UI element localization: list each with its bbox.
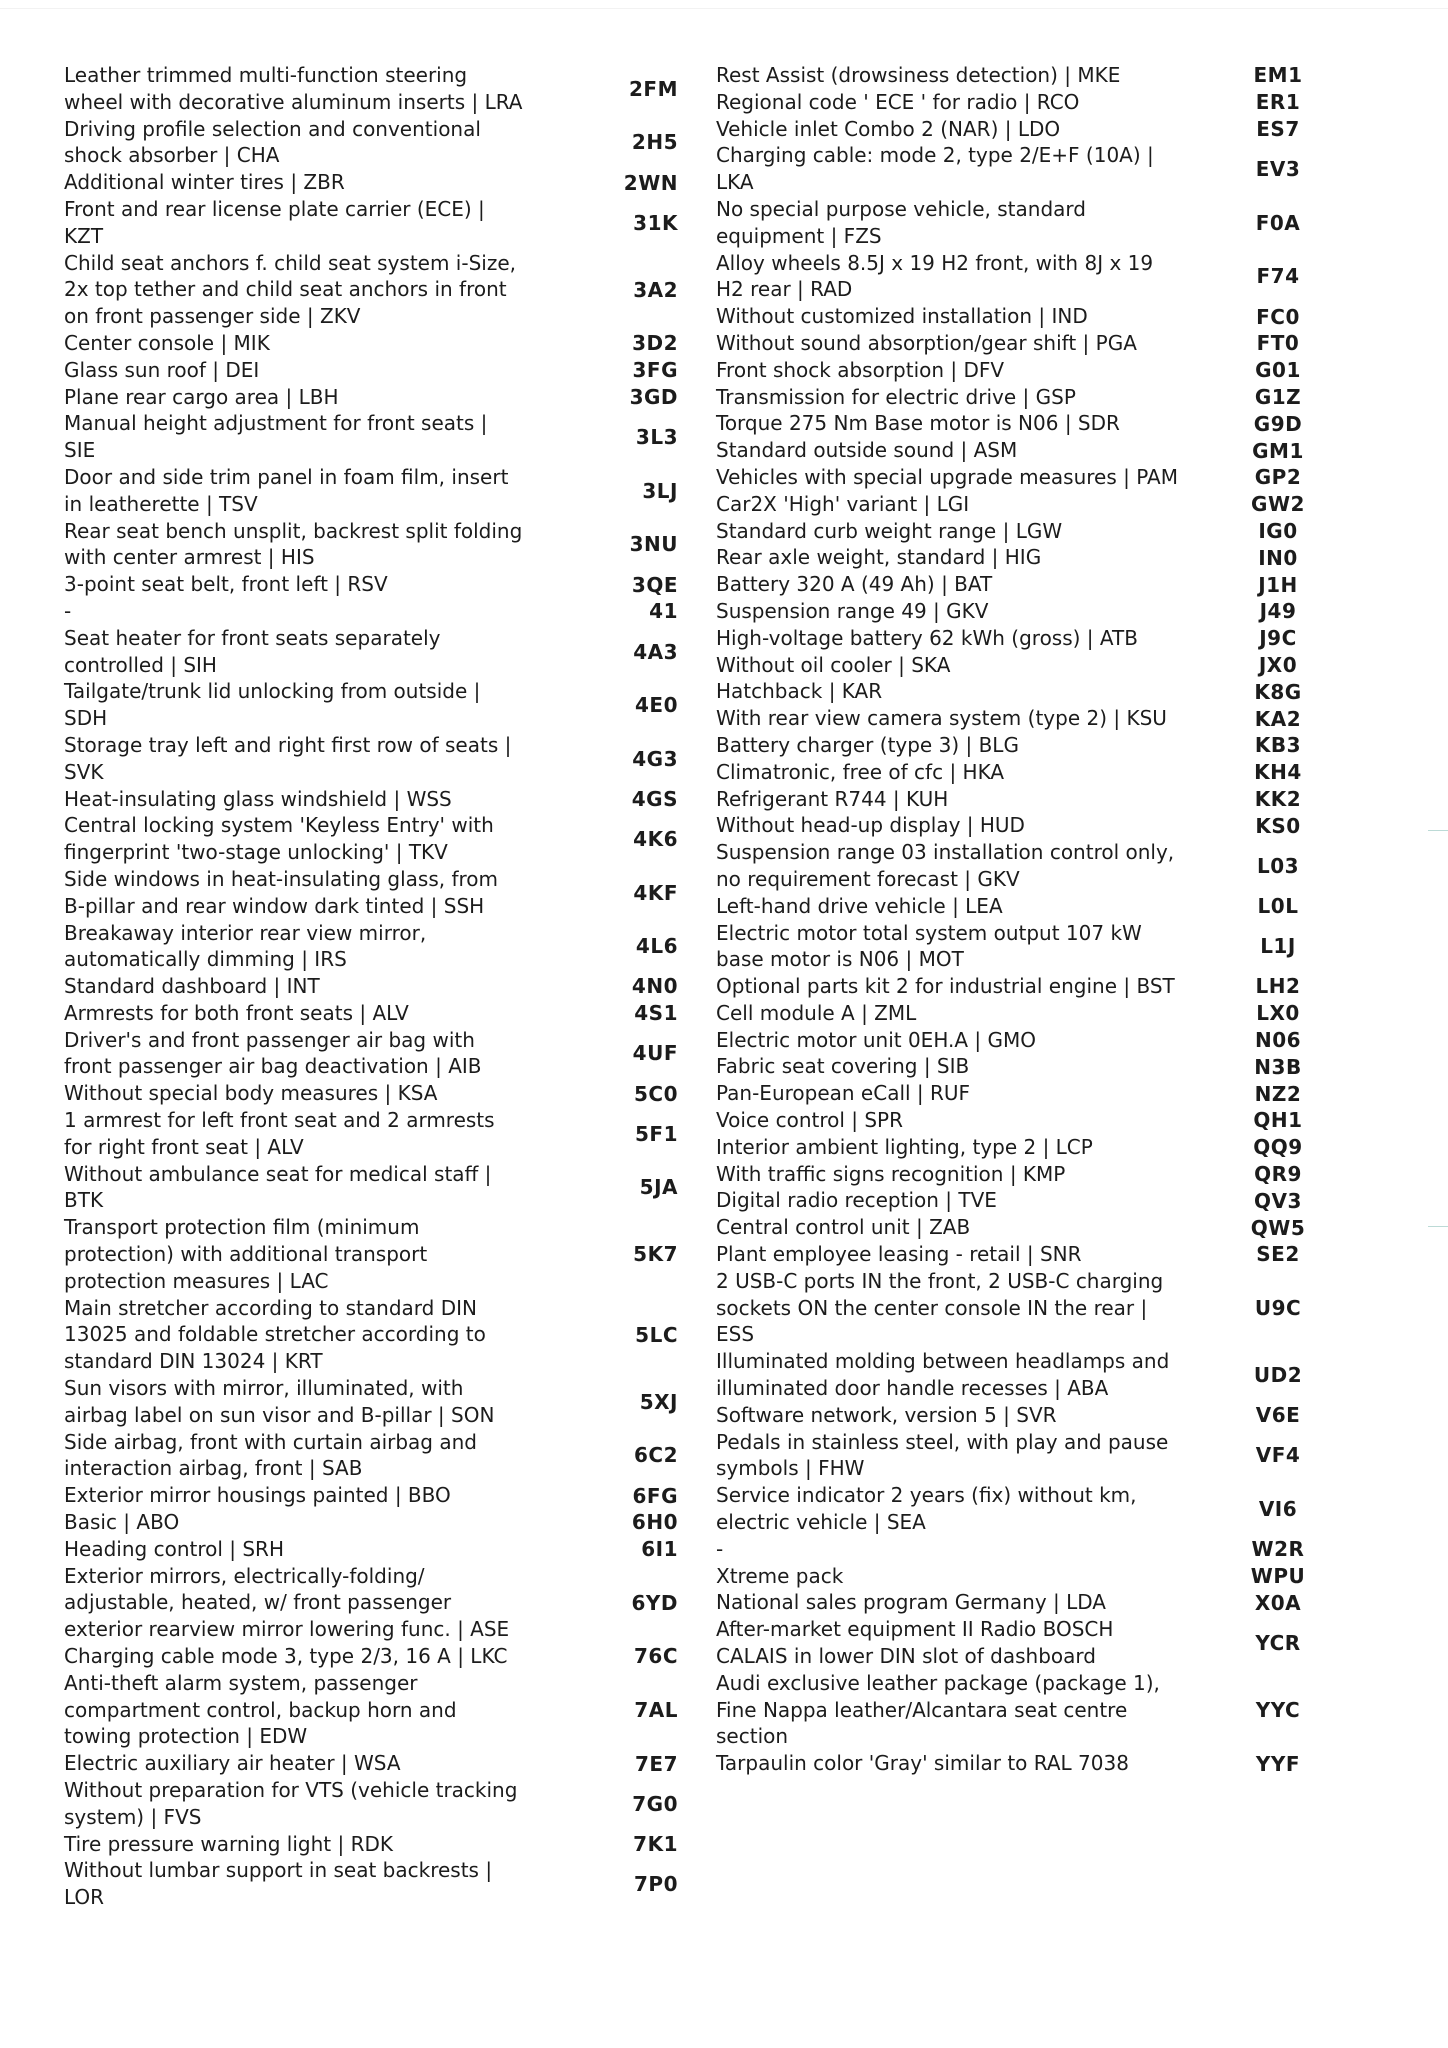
equipment-code: YCR — [1255, 1631, 1301, 1656]
equipment-description: Breakaway interior rear view mirror, automatically dimming | IRS — [64, 920, 427, 972]
scan-edge-line — [0, 8, 1448, 9]
equipment-row — [716, 705, 1370, 732]
scan-edge-mark — [1428, 830, 1448, 831]
equipment-description: Pedals in stainless steel, with play and pause symbols | FHW — [716, 1429, 1169, 1481]
equipment-description: Without customized installation | IND — [716, 304, 1088, 329]
equipment-code: FC0 — [1256, 304, 1300, 329]
equipment-row — [716, 1027, 1370, 1054]
equipment-description: Rest Assist (drowsiness detection) | MKE — [716, 63, 1121, 87]
equipment-description: Without oil cooler | SKA — [716, 652, 951, 677]
equipment-row — [64, 786, 678, 813]
equipment-code: QV3 — [1254, 1188, 1302, 1213]
equipment-description: Door and side trim panel in foam film, insert in leatherette | TSV — [64, 464, 509, 516]
equipment-row — [716, 437, 1370, 464]
equipment-row — [64, 1831, 678, 1858]
equipment-row — [64, 410, 678, 464]
equipment-description: Side airbag, front with curtain airbag and interaction airbag, front | SAB — [64, 1429, 477, 1481]
equipment-row — [64, 384, 678, 411]
equipment-row — [64, 518, 678, 572]
equipment-row — [716, 920, 1370, 974]
equipment-description: Xtreme pack — [716, 1563, 844, 1588]
equipment-code: KK2 — [1254, 786, 1302, 811]
equipment-row — [64, 866, 678, 920]
equipment-row — [64, 464, 678, 518]
equipment-code: X0A — [1254, 1590, 1302, 1615]
equipment-description: Leather trimmed multi-function steering wheel with decorative aluminum inserts | LRA — [64, 63, 523, 114]
equipment-row — [716, 1053, 1370, 1080]
equipment-code: L03 — [1256, 853, 1300, 878]
equipment-row — [716, 62, 1370, 89]
equipment-code: 7AL — [634, 1698, 678, 1722]
equipment-description: Heading control | SRH — [64, 1536, 284, 1561]
equipment-row — [716, 1348, 1370, 1402]
equipment-description: Charging cable mode 3, type 2/3, 16 A | LKC — [64, 1644, 508, 1669]
equipment-description: Pan-European eCall | RUF — [716, 1081, 971, 1106]
equipment-description: - — [64, 598, 72, 623]
equipment-row — [64, 1080, 678, 1107]
equipment-description: Without sound absorption/gear shift | PGA — [716, 330, 1137, 355]
equipment-code: 41 — [649, 599, 678, 624]
equipment-row — [64, 1643, 678, 1670]
equipment-row — [716, 839, 1370, 893]
equipment-code: 4GS — [631, 786, 678, 811]
equipment-row — [716, 1750, 1370, 1777]
equipment-description: Tailgate/trunk lid unlocking from outside | SDH — [64, 679, 481, 731]
equipment-code: 2FM — [629, 76, 678, 101]
equipment-description: Alloy wheels 8.5J x 19 H2 front, with 8J x 19 H2 rear | RAD — [716, 250, 1154, 302]
equipment-code: 7P0 — [634, 1872, 678, 1897]
equipment-description: Anti-theft alarm system, passenger compartment control, backup horn and towing protection | EDW — [64, 1670, 457, 1749]
equipment-code: KA2 — [1254, 706, 1302, 731]
equipment-code: QH1 — [1253, 1108, 1303, 1133]
equipment-code: 4A3 — [633, 639, 678, 664]
equipment-description: Heat-insulating glass windshield | WSS — [64, 786, 452, 811]
equipment-code: EM1 — [1253, 63, 1303, 88]
equipment-code: G1Z — [1254, 384, 1302, 409]
equipment-code: GM1 — [1252, 438, 1304, 463]
equipment-row — [64, 1563, 678, 1643]
equipment-description: Suspension range 49 | GKV — [716, 598, 989, 623]
equipment-row — [716, 1589, 1370, 1616]
equipment-row — [716, 250, 1370, 304]
equipment-code: 6C2 — [633, 1443, 678, 1468]
equipment-code: U9C — [1254, 1296, 1302, 1321]
equipment-code: 4E0 — [635, 693, 678, 718]
equipment-description: Suspension range 03 installation control only, no requirement forecast | GKV — [716, 840, 1175, 891]
equipment-description: Armrests for both front seats | ALV — [64, 1000, 409, 1025]
equipment-row — [716, 1429, 1370, 1483]
equipment-row — [64, 920, 678, 974]
equipment-description: Plane rear cargo area | LBH — [64, 384, 339, 409]
equipment-code: 5K7 — [633, 1242, 678, 1267]
equipment-code: YYC — [1255, 1698, 1301, 1722]
equipment-code: 4K6 — [633, 827, 678, 852]
equipment-code: G01 — [1255, 358, 1301, 383]
equipment-code: KS0 — [1255, 813, 1301, 838]
equipment-code: K8G — [1254, 679, 1302, 704]
equipment-description: Voice control | SPR — [716, 1108, 904, 1133]
equipment-code: 5XJ — [639, 1389, 678, 1414]
equipment-code: 6I1 — [641, 1537, 678, 1562]
equipment-code: L1J — [1260, 934, 1296, 959]
equipment-description: Standard curb weight range | LGW — [716, 518, 1063, 543]
equipment-row — [716, 330, 1370, 357]
equipment-code: G9D — [1253, 411, 1303, 436]
equipment-description: Car2X 'High' variant | LGI — [716, 491, 970, 516]
equipment-description: Torque 275 Nm Base motor is N06 | SDR — [716, 411, 1120, 436]
equipment-row — [716, 1161, 1370, 1188]
equipment-description: Exterior mirrors, electrically-folding/ adjustable, heated, w/ front passenger exterior rearview mirror lowering func. | ASE — [64, 1563, 510, 1642]
equipment-code: W2R — [1251, 1537, 1305, 1562]
equipment-row — [64, 1000, 678, 1027]
equipment-row — [716, 89, 1370, 116]
equipment-description: Glass sun roof | DEI — [64, 357, 260, 382]
equipment-code: 4KF — [633, 880, 678, 905]
equipment-description: Without preparation for VTS (vehicle tracking system) | FVS — [64, 1778, 518, 1829]
equipment-code: 3D2 — [632, 331, 678, 356]
equipment-code: ES7 — [1256, 116, 1300, 141]
equipment-code: 5F1 — [635, 1121, 678, 1146]
equipment-description: 2 USB-C ports IN the front, 2 USB-C charging sockets ON the center console IN the rear | ESS — [716, 1268, 1164, 1347]
equipment-row — [716, 1563, 1370, 1590]
equipment-row — [64, 1670, 678, 1750]
equipment-description: - — [716, 1536, 724, 1561]
equipment-description: Tire pressure warning light | RDK — [64, 1831, 393, 1856]
equipment-description: National sales program Germany | LDA — [716, 1590, 1106, 1615]
equipment-code: 4N0 — [631, 974, 678, 999]
equipment-description: Child seat anchors f. child seat system i-Size, 2x top tether and child seat anchors in front on front passenger side | ZKV — [64, 250, 516, 329]
equipment-row — [716, 571, 1370, 598]
equipment-code: 3GD — [629, 384, 678, 409]
equipment-code: 3QE — [631, 572, 678, 597]
equipment-code: 4S1 — [634, 1001, 678, 1026]
equipment-row — [716, 1402, 1370, 1429]
equipment-row — [64, 1027, 678, 1081]
equipment-code: 7G0 — [632, 1791, 678, 1816]
equipment-row — [716, 357, 1370, 384]
equipment-code: V6E — [1255, 1403, 1301, 1428]
equipment-description: Without ambulance seat for medical staff | BTK — [64, 1161, 492, 1213]
equipment-description: No special purpose vehicle, standard equipment | FZS — [716, 196, 1086, 248]
equipment-description: With rear view camera system (type 2) | KSU — [716, 706, 1167, 731]
equipment-description: Seat heater for front seats separately controlled | SIH — [64, 625, 441, 677]
equipment-row — [716, 464, 1370, 491]
equipment-code: 4UF — [632, 1041, 678, 1066]
equipment-code: 31K — [633, 210, 678, 235]
equipment-description: Transmission for electric drive | GSP — [716, 384, 1076, 409]
equipment-row — [716, 973, 1370, 1000]
equipment-code: 6H0 — [631, 1510, 678, 1535]
equipment-description: Audi exclusive leather package (package 1), Fine Nappa leather/Alcantara seat centre section — [716, 1670, 1160, 1749]
equipment-description: Illuminated molding between headlamps and illuminated door handle recesses | ABA — [716, 1349, 1170, 1401]
equipment-row — [64, 357, 678, 384]
equipment-code: LH2 — [1255, 974, 1301, 999]
equipment-code: IN0 — [1258, 545, 1298, 570]
equipment-code: J9C — [1259, 626, 1297, 651]
equipment-row — [716, 1107, 1370, 1134]
equipment-row — [716, 1241, 1370, 1268]
equipment-code: 4L6 — [635, 934, 678, 959]
equipment-description: Fabric seat covering | SIB — [716, 1054, 970, 1079]
equipment-row — [716, 812, 1370, 839]
equipment-row — [64, 1429, 678, 1483]
equipment-description: Software network, version 5 | SVR — [716, 1402, 1057, 1427]
equipment-description: Service indicator 2 years (fix) without km, electric vehicle | SEA — [716, 1483, 1137, 1535]
equipment-row — [716, 759, 1370, 786]
equipment-row — [716, 1214, 1370, 1241]
left-equipment-column — [64, 62, 678, 1911]
equipment-description: Regional code ' ECE ' for radio | RCO — [716, 89, 1080, 114]
equipment-row — [716, 1080, 1370, 1107]
equipment-row — [64, 1777, 678, 1831]
equipment-row — [716, 732, 1370, 759]
equipment-description: 3-point seat belt, front left | RSV — [64, 572, 388, 597]
equipment-row — [716, 678, 1370, 705]
equipment-row — [716, 1482, 1370, 1536]
equipment-code: 7E7 — [635, 1751, 678, 1776]
equipment-description: Plant employee leasing - retail | SNR — [716, 1242, 1082, 1267]
equipment-code: 4G3 — [632, 746, 678, 771]
equipment-row — [716, 196, 1370, 250]
equipment-description: Rear seat bench unsplit, backrest split folding with center armrest | HIS — [64, 518, 523, 570]
equipment-row — [716, 303, 1370, 330]
equipment-row — [716, 518, 1370, 545]
equipment-row — [64, 330, 678, 357]
equipment-code: GW2 — [1251, 492, 1305, 517]
equipment-description: Driving profile selection and conventional shock absorber | CHA — [64, 116, 481, 168]
equipment-row — [64, 732, 678, 786]
equipment-row — [716, 598, 1370, 625]
equipment-description: After-market equipment II Radio BOSCH CALAIS in lower DIN slot of dashboard — [716, 1617, 1114, 1669]
equipment-code: QR9 — [1254, 1162, 1302, 1187]
equipment-row — [64, 1857, 678, 1911]
equipment-description: Refrigerant R744 | KUH — [716, 786, 949, 811]
equipment-row — [64, 1375, 678, 1429]
equipment-description: Central control unit | ZAB — [716, 1215, 971, 1240]
equipment-row — [64, 196, 678, 250]
equipment-code: 3LJ — [642, 478, 678, 503]
equipment-row — [64, 1214, 678, 1294]
equipment-row — [716, 893, 1370, 920]
equipment-row — [64, 1509, 678, 1536]
equipment-code: 3A2 — [633, 277, 678, 302]
equipment-code: FT0 — [1256, 331, 1300, 356]
equipment-description: Battery 320 A (49 Ah) | BAT — [716, 572, 993, 597]
equipment-row — [716, 1134, 1370, 1161]
equipment-description: Standard dashboard | INT — [64, 974, 320, 999]
equipment-code: SE2 — [1256, 1242, 1300, 1267]
equipment-code: QQ9 — [1253, 1135, 1303, 1160]
equipment-row — [716, 142, 1370, 196]
equipment-code: YYF — [1255, 1751, 1301, 1776]
equipment-description: Transport protection film (minimum protection) with additional transport protection measures | LAC — [64, 1215, 428, 1293]
equipment-code: 5LC — [635, 1322, 678, 1347]
equipment-code: NZ2 — [1254, 1081, 1302, 1106]
equipment-description: With traffic signs recognition | KMP — [716, 1161, 1066, 1186]
equipment-row — [716, 410, 1370, 437]
equipment-row — [716, 786, 1370, 813]
equipment-description: Hatchback | KAR — [716, 679, 883, 704]
equipment-code: JX0 — [1258, 652, 1298, 677]
equipment-description: Center console | MIK — [64, 330, 270, 355]
equipment-description: Digital radio reception | TVE — [716, 1188, 997, 1213]
equipment-row — [64, 1482, 678, 1509]
equipment-code: IG0 — [1258, 518, 1298, 543]
equipment-description: Electric motor total system output 107 kW base motor is N06 | MOT — [716, 920, 1142, 972]
equipment-code: N06 — [1254, 1028, 1302, 1053]
equipment-code: 6YD — [631, 1590, 678, 1615]
equipment-code: KH4 — [1254, 760, 1302, 785]
equipment-row — [716, 625, 1370, 652]
equipment-description: Front and rear license plate carrier (ECE) | KZT — [64, 196, 485, 248]
equipment-row — [716, 1268, 1370, 1348]
equipment-description: Manual height adjustment for front seats | SIE — [64, 411, 488, 463]
equipment-row — [716, 1616, 1370, 1670]
equipment-row — [64, 116, 678, 170]
equipment-row — [64, 973, 678, 1000]
equipment-row — [64, 678, 678, 732]
equipment-row — [716, 384, 1370, 411]
equipment-code: J49 — [1259, 599, 1297, 624]
equipment-code: 3FG — [632, 358, 678, 383]
equipment-description: Rear axle weight, standard | HIG — [716, 545, 1042, 570]
equipment-description: 1 armrest for left front seat and 2 armrests for right front seat | ALV — [64, 1108, 495, 1159]
equipment-description: Charging cable: mode 2, type 2/E+F (10A) | LKA — [716, 143, 1154, 195]
equipment-description: Storage tray left and right first row of seats | SVK — [64, 732, 512, 784]
equipment-code: 3NU — [629, 532, 678, 557]
equipment-row — [64, 1295, 678, 1375]
equipment-row — [64, 598, 678, 625]
equipment-code: UD2 — [1253, 1363, 1303, 1388]
equipment-description: Front shock absorption | DFV — [716, 357, 1005, 382]
equipment-description: Central locking system 'Keyless Entry' with fingerprint 'two-stage unlocking' | TKV — [64, 813, 494, 865]
equipment-row — [64, 62, 678, 116]
equipment-code: F0A — [1255, 210, 1301, 235]
equipment-description: Driver's and front passenger air bag with front passenger air bag deactivation | AIB — [64, 1027, 482, 1079]
equipment-description: Side windows in heat-insulating glass, from B-pillar and rear window dark tinted | SSH — [64, 866, 499, 918]
equipment-code: LX0 — [1256, 1001, 1300, 1026]
equipment-description: Vehicles with special upgrade measures | PAM — [716, 464, 1178, 489]
scan-edge-mark — [1428, 1226, 1448, 1227]
equipment-description: Climatronic, free of cfc | HKA — [716, 759, 1005, 784]
equipment-code: 2WN — [623, 170, 678, 195]
equipment-row — [64, 625, 678, 679]
equipment-code: 2H5 — [631, 130, 678, 155]
equipment-code: F74 — [1256, 264, 1300, 289]
equipment-description: High-voltage battery 62 kWh (gross) | ATB — [716, 625, 1138, 650]
equipment-row — [716, 116, 1370, 143]
equipment-description: Exterior mirror housings painted | BBO — [64, 1483, 451, 1508]
equipment-code: 3L3 — [635, 425, 678, 450]
equipment-row — [716, 491, 1370, 518]
equipment-row — [716, 1536, 1370, 1563]
equipment-code: EV3 — [1255, 157, 1301, 182]
equipment-row — [64, 169, 678, 196]
equipment-description: Electric auxiliary air heater | WSA — [64, 1751, 401, 1776]
equipment-description: Without head-up display | HUD — [716, 813, 1025, 838]
equipment-description: Basic | ABO — [64, 1510, 180, 1535]
equipment-description: Optional parts kit 2 for industrial engine | BST — [716, 974, 1175, 999]
equipment-description: Main stretcher according to standard DIN 13025 and foldable stretcher according to standard DIN 13024 | KRT — [64, 1295, 486, 1374]
equipment-row — [64, 1536, 678, 1563]
equipment-row — [64, 1107, 678, 1161]
equipment-row — [716, 1187, 1370, 1214]
equipment-code: 76C — [633, 1644, 678, 1669]
equipment-row — [64, 250, 678, 330]
equipment-row — [716, 1000, 1370, 1027]
equipment-code: ER1 — [1255, 90, 1301, 115]
equipment-description: Battery charger (type 3) | BLG — [716, 732, 1019, 757]
equipment-description: Left-hand drive vehicle | LEA — [716, 893, 1003, 918]
equipment-description: Cell module A | ZML — [716, 1000, 917, 1025]
equipment-row — [64, 571, 678, 598]
equipment-code: VI6 — [1258, 1497, 1298, 1522]
equipment-row — [716, 1670, 1370, 1750]
equipment-description: Interior ambient lighting, type 2 | LCP — [716, 1134, 1093, 1159]
equipment-code: L0L — [1257, 894, 1299, 919]
equipment-code: VF4 — [1255, 1443, 1301, 1468]
equipment-code: 5C0 — [633, 1081, 678, 1106]
equipment-description: Electric motor unit 0EH.A | GMO — [716, 1027, 1036, 1052]
equipment-description: Vehicle inlet Combo 2 (NAR) | LDO — [716, 116, 1061, 141]
equipment-code: KB3 — [1254, 733, 1302, 758]
equipment-description: Without special body measures | KSA — [64, 1081, 438, 1106]
equipment-code: 6FG — [632, 1483, 678, 1508]
equipment-code: 5JA — [639, 1175, 678, 1200]
equipment-code: 7K1 — [633, 1831, 678, 1856]
equipment-description: Standard outside sound | ASM — [716, 438, 1018, 463]
equipment-description: Tarpaulin color 'Gray' similar to RAL 7038 — [716, 1751, 1129, 1776]
equipment-code: J1H — [1258, 572, 1298, 597]
equipment-row — [64, 812, 678, 866]
equipment-row — [716, 544, 1370, 571]
equipment-code: N3B — [1254, 1054, 1302, 1079]
equipment-row — [64, 1750, 678, 1777]
equipment-row — [716, 652, 1370, 679]
equipment-code: QW5 — [1250, 1215, 1306, 1240]
equipment-code: GP2 — [1254, 465, 1302, 490]
equipment-code: WPU — [1250, 1564, 1306, 1589]
right-equipment-column — [716, 62, 1370, 1777]
equipment-row — [64, 1161, 678, 1215]
equipment-description: Additional winter tires | ZBR — [64, 170, 345, 195]
equipment-description: Sun visors with mirror, illuminated, with airbag label on sun visor and B-pillar | SON — [64, 1376, 495, 1427]
equipment-description: Without lumbar support in seat backrests | LOR — [64, 1858, 493, 1910]
